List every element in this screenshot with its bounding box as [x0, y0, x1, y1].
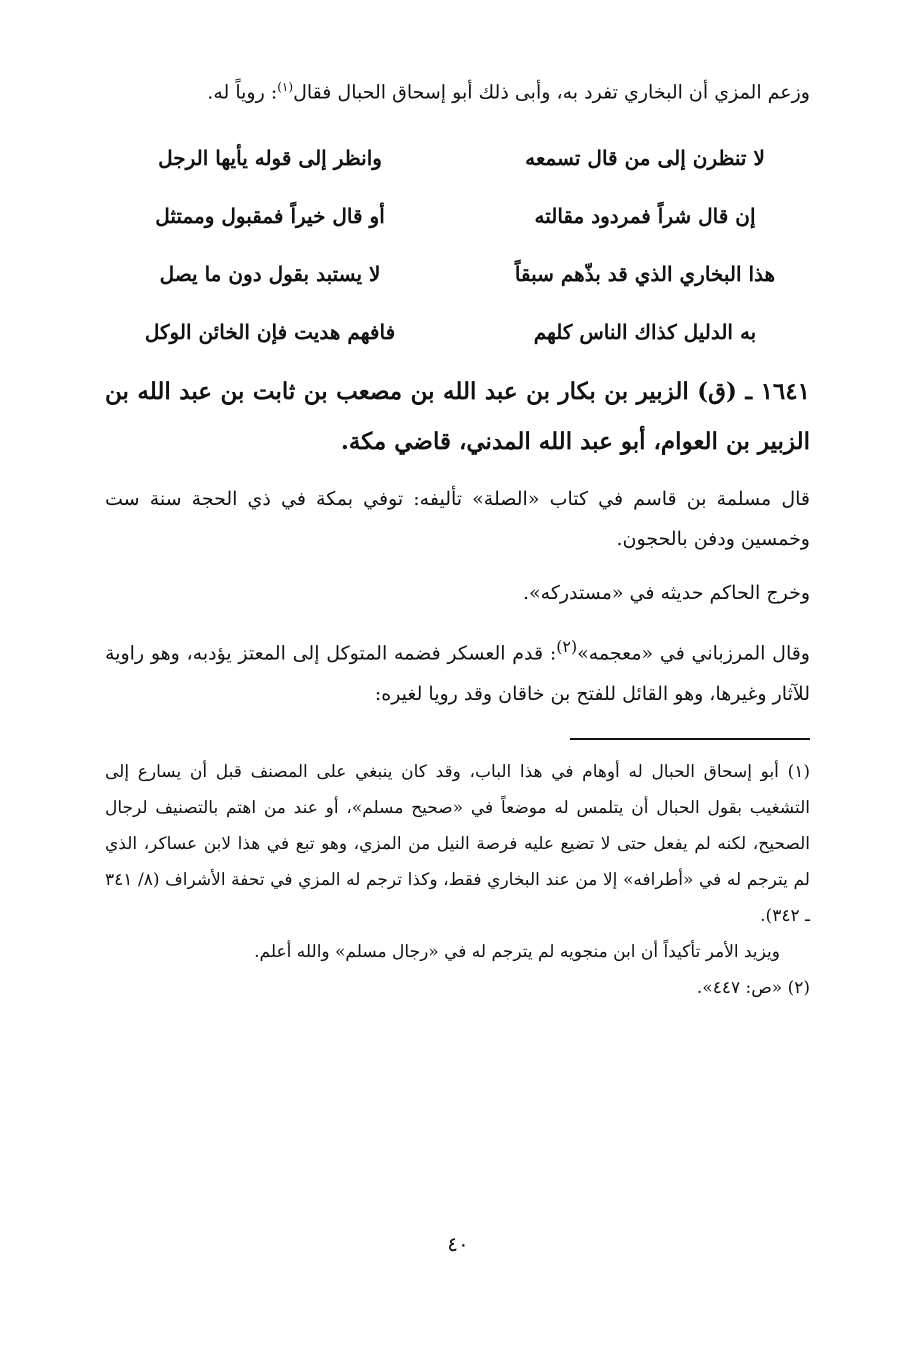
footnote-divider [570, 738, 810, 740]
body-paragraph-1: قال مسلمة بن قاسم في كتاب «الصلة» تأليفه: توفي بمكة في ذي الحجة سنة ست وخمسين ودفن بالحجون. [105, 488, 810, 551]
verse-second-half: وانظر إلى قوله يأيها الرجل [158, 146, 382, 171]
verse-first-half: لا تنظرن إلى من قال تسمعه [525, 146, 765, 171]
intro-colon: : [270, 81, 278, 104]
poem-verse [105, 129, 810, 187]
poem [105, 129, 810, 361]
poem-verse [105, 303, 810, 361]
entry-heading: ١٦٤١ ـ (ق) الزبير بن بكار بن عبد الله بن مصعب بن ثابت بن عبد الله بن الزبير بن العوام، أبو عبد الله المدني، قاضي مكة. [105, 378, 810, 456]
verse-second-half: أو قال خيراً فمقبول وممتثل [155, 204, 385, 229]
body-paragraph-3 [105, 627, 810, 713]
intro-text: وزعم المزي أن البخاري تفرد به، وأبى ذلك أبو إسحاق الحبال فقال [293, 81, 810, 104]
footnote-ref-1: (١) [277, 80, 294, 94]
footnote-1-continuation: ويزيد الأمر تأكيداً أن ابن منجويه لم يترجم له في «رجال مسلم» والله أعلم. [254, 941, 780, 962]
footnotes [105, 754, 810, 1006]
body-paragraph-3-start: وقال المرزباني في «معجمه» [577, 642, 810, 665]
verse-first-half: هذا البخاري الذي قد بذّهم سبقاً [514, 262, 776, 287]
intro-paragraph [105, 68, 810, 111]
footnote-ref-2: (٢) [556, 637, 578, 657]
intro-line [105, 68, 810, 111]
page-number: ٤٠ [447, 1232, 469, 1256]
body-paragraph-2: وخرج الحاكم حديثه في «مستدركه». [522, 582, 810, 605]
body-paragraph-3-end: : قدم العسكر فضمه المتوكل إلى المعتز يؤدبه، وهو راوية للآثار وغيرها، وهو القائل للفتح بن خاقان وقد رويا لغيره: [105, 642, 810, 705]
intro-continuation: روياً له. [207, 81, 265, 104]
poem-verse [105, 187, 810, 245]
poem-verse [105, 245, 810, 303]
verse-second-half: فافهم هديت فإن الخائن الوكل [144, 320, 396, 345]
footnote-2: (٢) «ص: ٤٤٧». [696, 977, 810, 998]
verse-first-half: به الدليل كذاك الناس كلهم [533, 320, 757, 345]
verse-second-half: لا يستبد بقول دون ما يصل [159, 262, 381, 287]
page-content [105, 68, 810, 1006]
verse-first-half: إن قال شراً فمردود مقالته [534, 204, 756, 229]
footnote-1: (١) أبو إسحاق الحبال له أوهام في هذا الباب، وقد كان ينبغي على المصنف قبل أن يسارع إلى التشغيب بقول الحبال أن يتلمس له موضعاً في «صحيح مسلم»، أو عند من اهتم بالتصنيف لرجال الصحيح، لكنه لم يفعل حتى لا تضيع عليه فرصة النيل من المزي، وهو تبع في هذا لابن عساكر، الذي لم يترجم له في «أطرافه» إلا من عند البخاري فقط، وكذا ترجم له المزي في تحفة الأشراف (٨/ ٣٤١ ـ ٣٤٢). [105, 761, 810, 926]
